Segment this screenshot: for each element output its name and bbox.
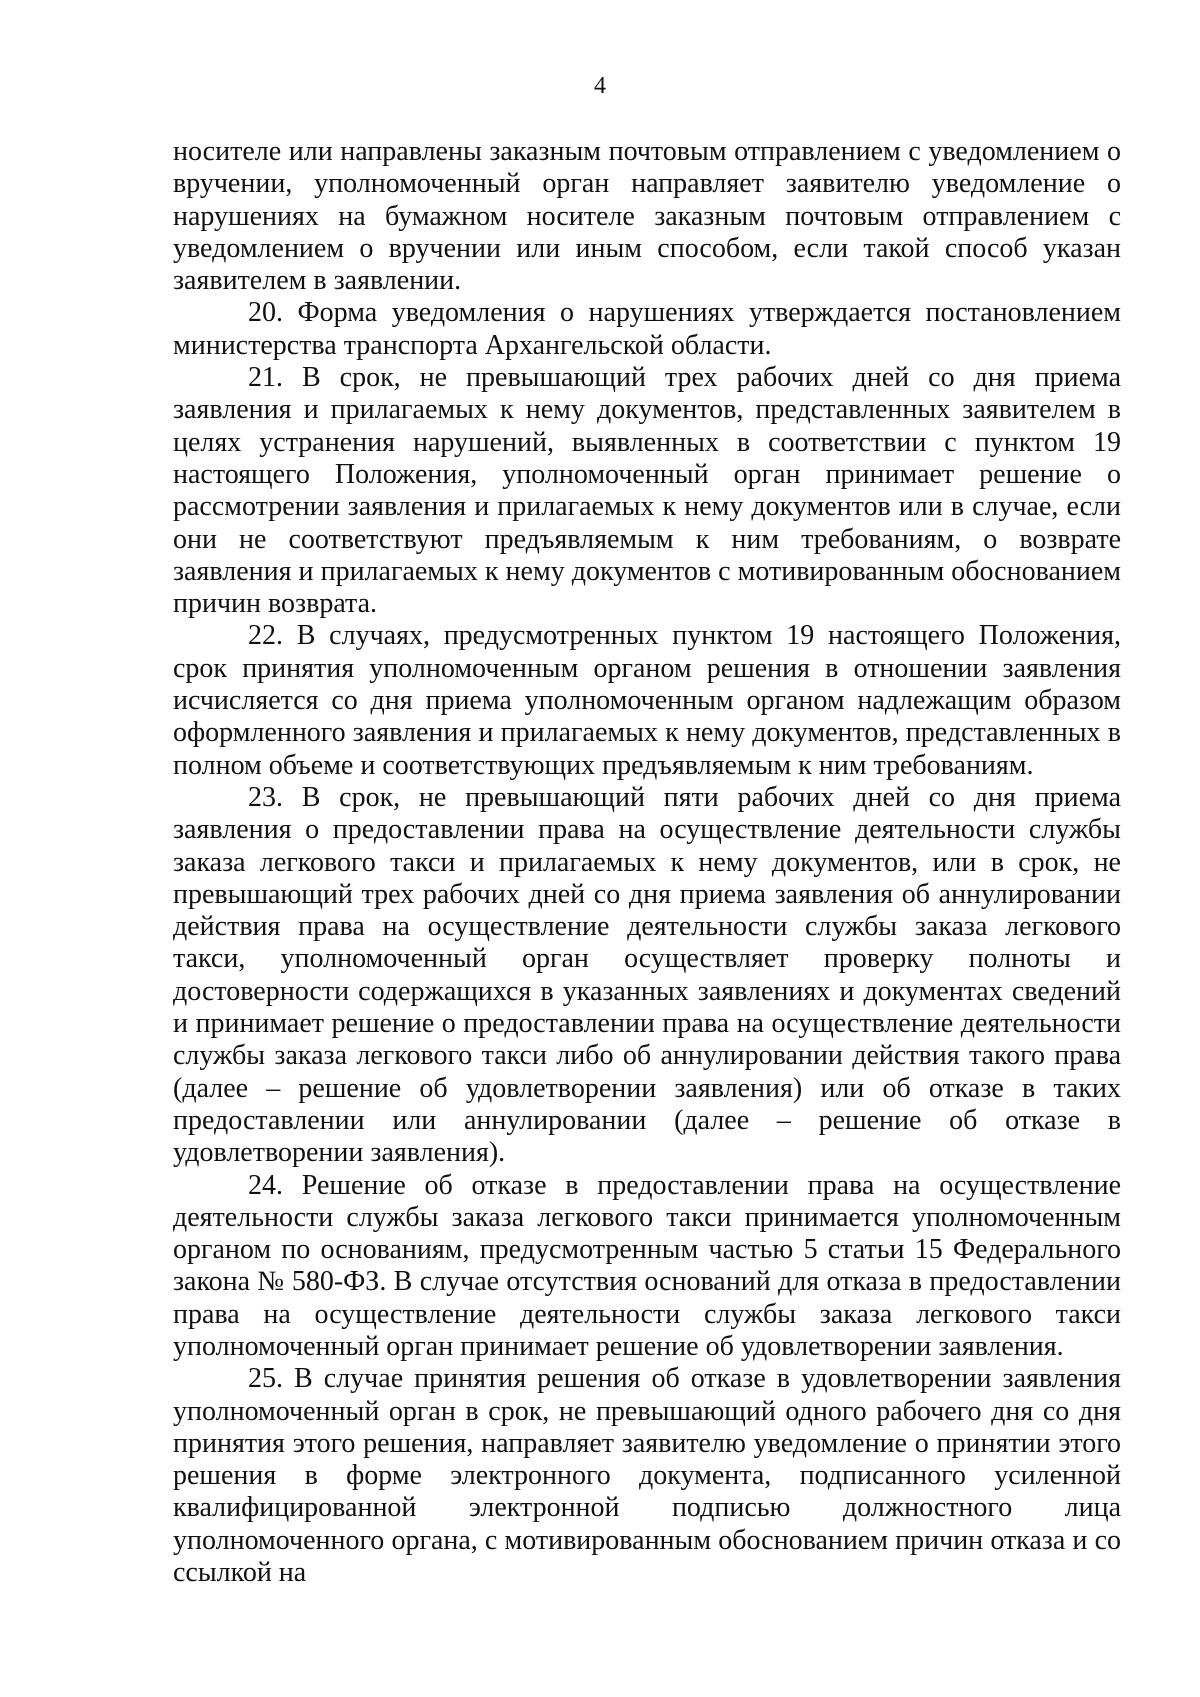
paragraph-23: 23. В срок, не превышающий пяти рабочих дней со дня приема заявления о предоставлении права на осуществление деятельности службы заказа легкового такси и прилагаемых к нему документов, или в срок, не превышающий трех рабочих дней со дня приема заявления об аннулировании действия права на осуществление деятельности службы заказа легкового такси, уполномоченный орган осуществляет проверку полноты и достоверности содержащихся в указанных заявлениях и документах сведений и принимает решение о предоставлении права на осуществление деятельности службы заказа легкового такси либо об аннулировании действия такого права (далее – решение об удовлетворении заявления) или об отказе в таких предоставлении или аннулировании (далее – решение об отказе в удовлетворении заявления). bbox=[173, 781, 1121, 1169]
paragraph-24: 24. Решение об отказе в предоставлении права на осуществление деятельности службы заказа легкового такси принимается уполномоченным органом по основаниям, предусмотренным частью 5 статьи 15 Федерального закона № 580-ФЗ. В случае отсутствия оснований для отказа в предоставлении права на осуществление деятельности службы заказа легкового такси уполномоченный орган принимает решение об удовлетворении заявления. bbox=[173, 1169, 1121, 1362]
paragraph-25: 25. В случае принятия решения об отказе в удовлетворении заявления уполномоченный орган в срок, не превышающий одного рабочего дня со дня принятия этого решения, направляет заявителю уведомление о принятии этого решения в форме электронного документа, подписанного усиленной квалифицированной электронной подписью должностного лица уполномоченного органа, с мотивированным обоснованием причин отказа и со ссылкой на bbox=[173, 1363, 1121, 1589]
paragraph-22: 22. В случаях, предусмотренных пунктом 19 настоящего Положения, срок принятия уполномоченным органом решения в отношении заявления исчисляется со дня приема уполномоченным органом надлежащим образом оформленного заявления и прилагаемых к нему документов, представленных в полном объеме и соответствующих предъявляемым к ним требованиям. bbox=[173, 620, 1121, 781]
paragraph-20: 20. Форма уведомления о нарушениях утверждается постановлением министерства транспорта Архангельской области. bbox=[173, 297, 1121, 361]
paragraph-continuation: носителе или направлены заказным почтовым отправлением с уведомлением о вручении, уполномоченный орган направляет заявителю уведомление о нарушениях на бумажном носителе заказным почтовым отправлением с уведомлением о вручении или иным способом, если такой способ указан заявителем в заявлении. bbox=[173, 136, 1121, 297]
page-number: 4 bbox=[594, 73, 606, 99]
document-body bbox=[173, 136, 1121, 1589]
paragraph-21: 21. В срок, не превышающий трех рабочих дней со дня приема заявления и прилагаемых к нему документов, представленных заявителем в целях устранения нарушений, выявленных в соответствии с пунктом 19 настоящего Положения, уполномоченный орган принимает решение о рассмотрении заявления и прилагаемых к нему документов или в случае, если они не соответствуют предъявляемым к ним требованиям, о возврате заявления и прилагаемых к нему документов с мотивированным обоснованием причин возврата. bbox=[173, 362, 1121, 620]
